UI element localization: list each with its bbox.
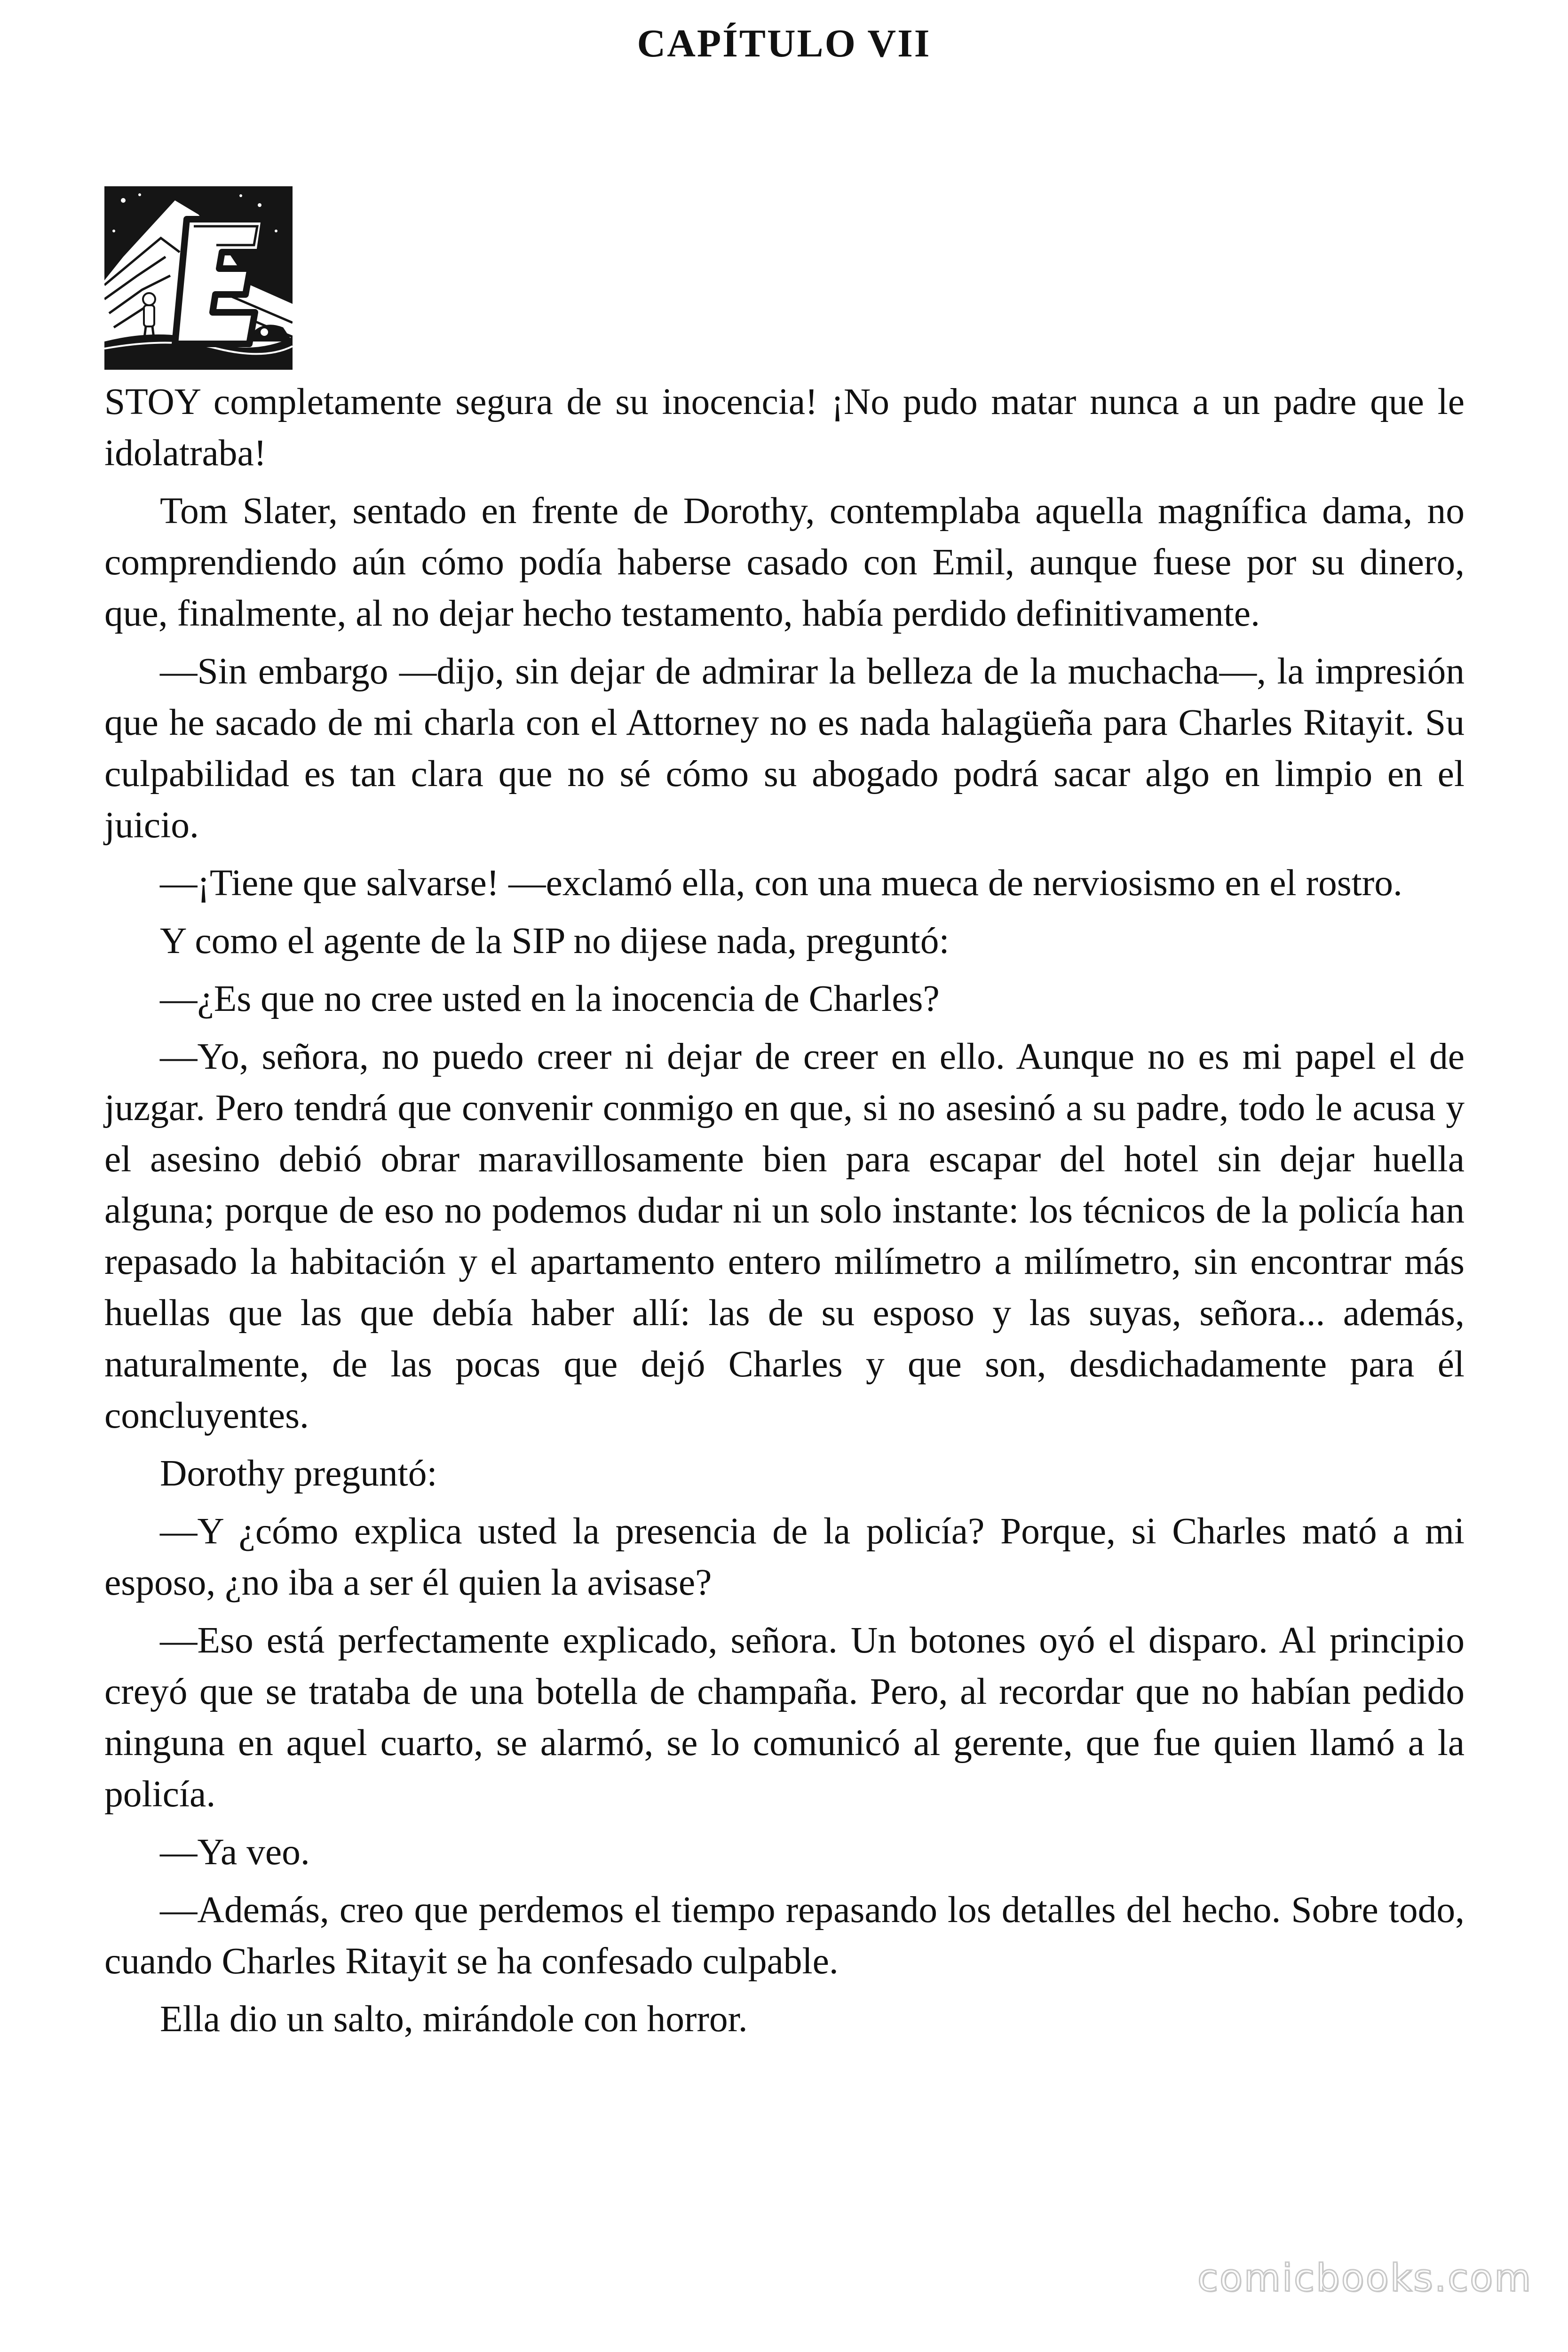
paragraph-6: —¿Es que no cree usted en la inocencia de Charles? [160,978,940,1019]
watermark: comicbooks.com [1197,2256,1532,2300]
paragraph-9: —Y ¿cómo explica usted la presencia de la policía? Porque, si Charles mató a mi esposo, ¿no iba a ser él quien la avisase? [104,1510,1465,1603]
paragraph-4: —¡Tiene que salvarse! —exclamó ella, con una mueca de nerviosismo en el rostro. [160,862,1402,904]
paragraph-3: —Sin embargo —dijo, sin dejar de admirar la belleza de la muchacha—, la impresión que he sacado de mi charla con el Attorney no es nada halagüeña para Charles Ritayit. Su culpabilidad es tan clara que no sé cómo su abogado podrá sacar algo en limpio en el juicio. [104,651,1465,846]
paragraph-5: Y como el agente de la SIP no dijese nada, preguntó: [160,920,950,961]
paragraph-7: —Yo, señora, no puedo creer ni dejar de creer en ello. Aunque no es mi papel el de juzgar. Pero tendrá que convenir conmigo en que, si no asesinó a su padre, todo le acusa y el asesino debió obrar maravillosamente bien para escapar del hotel sin dejar huella alguna; porque de eso no podemos dudar ni un solo instante: los técnicos de la policía han repasado la habitación y el apartamento entero milímetro a milímetro, sin encontrar más huellas que las que debía haber allí: las de su esposo y las suyas, señora... además, naturalmente, de las pocas que dejó Charles y que son, desdichadamente para él concluyentes. [104,1036,1465,1436]
chapter-title: CAPÍTULO VII [637,22,931,65]
paragraph-12: —Además, creo que perdemos el tiempo repasando los detalles del hecho. Sobre todo, cuando Charles Ritayit se ha confesado culpable. [104,1889,1465,1982]
chapter-body [104,376,1465,2051]
paragraph-10: —Eso está perfectamente explicado, señora. Un botones oyó el disparo. Al principio creyó que se trataba de una botella de champaña. Pero, al recordar que no habían pedido ninguna en aquel cuarto, se alarmó, se lo comunicó al gerente, que fue quien llamó a la policía. [104,1620,1465,1815]
paragraph-11: —Ya veo. [160,1831,310,1873]
decorated-initial-e-icon [104,186,293,370]
paragraph-8: Dorothy preguntó: [160,1453,437,1494]
drop-cap-illustration [104,186,293,370]
paragraph-1: STOY completamente segura de su inocencia! ¡No pudo matar nunca a un padre que le idolatraba! [104,381,1465,474]
paragraph-13: Ella dio un salto, mirándole con horror. [160,1998,748,2040]
paragraph-2: Tom Slater, sentado en frente de Dorothy, contemplaba aquella magnífica dama, no comprendiendo aún cómo podía haberse casado con Emil, aunque fuese por su dinero, que, finalmente, al no dejar hecho testamento, había perdido definitivamente. [104,490,1465,634]
